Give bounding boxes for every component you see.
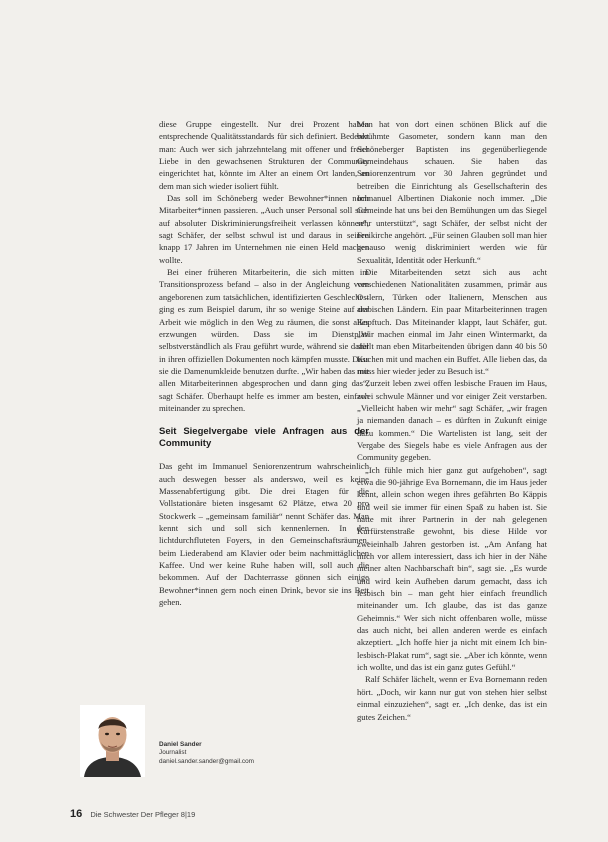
left-paragraph-4: Das geht im Immanuel Seniorenzentrum wahrscheinlich auch deswegen besser als anderswo, weil es keine Massenabfertigung gibt. Die drei Etagen für die Vollstationäre bieten insgesamt 62 Plätze, etwa 20 pro Stockwerk – „gemeinsam familiär“ nennt Schäfer das. Man kennt sich und soll sich kennenlernen. In den lichtdurchfluteten Foyers, in den Gemeinschaftsräumen, beim Liederabend am Klavier oder beim nachmittäglichen Kaffee. Und wer keine Ruhe haben will, soll auch die bekommen. Auf der Dachterrasse gönnen sich einige Bewohner*innen gern noch einen Drink, bevor sie ins Bett gehen.	[159, 461, 369, 608]
right-paragraph-4: „Ich fühle mich hier ganz gut aufgehoben“, sagt etwa die 90-jährige Eva Bornemann, die im Haus jeder kennt, allein schon wegen ihres gefährten Bo Käppis und weil sie immer für einen Spaß zu haben ist. Sie hatte mit ihrer Partnerin in der nah gelegenen Kurfürstenstraße gewohnt, bis diese Hilde vor zweieinhalb Jahren gestorben ist. „Am Anfang hat mich vor allem interessiert, dass ich hier in der Nähe meiner alten Nachbarschaft bin“, sagt sie. „Es wurde und wird kein Aufheben darum gemacht, dass ich lesbisch bin – man geht hier einfach freundlich miteinander um. Ich glaube, das ist das ganze Geheimnis.“ Wer sich nicht offenbaren wolle, müsse das auch nicht, bei allen anderen werde es einfach akzeptiert. „Ich hoffe hier ja nicht mit einem Ich bin-lesbisch-Plakat rum“, sagt sie. „Aber ich könnte, wenn ich wollte, und das ist ein ganz gutes Gefühl.“	[357, 464, 547, 673]
publication-name: Die Schwester Der Pfleger 8|19	[90, 810, 196, 819]
right-paragraph-2: Die Mitarbeitenden setzt sich aus acht verschiedenen Nationalitäten zusammen, primär aus Ostlern, Türken oder Italienern, Menschen aus arabischen Ländern. Ein paar Mitarbeiterinnen tragen Kopftuch. Das Miteinander klappt, laut Schäfer, gut. „Wir machen einmal im Jahr einen Wintermarkt, da stellt man eben Mitarbeitenden übrigen dann 40 bis 50 Kuchen mit und machen ein Buffet. Alle lieben das, da muss hier wieder jeder zu Besuch ist.“	[357, 267, 547, 376]
right-paragraph-1: Man hat von dort einen schönen Blick auf die berühmte Gasometer, sondern kann man den Schöneberger Baptisten ins gegenüberliegende Gemeindehaus schauen. Sie haben das Seniorenzentrum vor 30 Jahren gegründet und betreiben die Einrichtung als Gesellschafterin des Immanuel Albertinen Diakonie noch immer. „Die Gemeinde hat uns bei den Bemühungen um das Siegel sehr unterstützt“, sagt Schäfer, der selbst nicht der Freikirche angehört. „Für seinen Glauben soll man hier genauso wenig diskriminiert werden wie für Sexualität, Identität oder Herkunft.“	[357, 119, 547, 265]
page-footer	[70, 808, 195, 820]
right-column	[357, 118, 547, 723]
author-name: Daniel Sander	[159, 741, 202, 748]
author-portrait-icon	[80, 705, 145, 777]
author-email: daniel.sander.sander@gmail.com	[159, 757, 254, 765]
section-subheading: Seit Siegelvergabe viele Anfragen aus der Community	[159, 426, 369, 450]
left-paragraph-1: diese Gruppe eingestellt. Nur drei Prozent haben entsprechende Qualitätsstandards für sich definiert. Bedenkt man: Auch wer sich jahrzehntelang mit offener und freier Liebe in den gewachsenen Strukturen der Community eingerichtet hat, könnte im Alter an einem Ort landen, an dem man sich wieder isoliert fühlt.	[159, 119, 369, 191]
left-paragraph-3: Bei einer früheren Mitarbeiterin, die sich mitten im Transitionsprozess befand – also in der Angleichung vom angeborenen zum tatsächlichen, identifizierten Geschlecht – ging es zum Beispiel darum, ihr so wenige Steine auf der Arbeit wie möglich in den Weg zu räumen, die sonst alles erzwungen würden. Dass sie im Dienstplan selbstverständlich als Frau geführt wurde, während sie dafür in ihren offiziellen Dokumenten noch kämpfen musste. Dass sie die Damenumkleide benutzen durfte. „Wir haben das mit allen Mitarbeiterinnen abgesprochen und dann ging das“, sagt Schäfer. Überhaupt helfe es immer am besten, einfach miteinander zu sprechen.	[159, 267, 369, 413]
author-info	[159, 741, 254, 766]
page-number: 16	[70, 808, 83, 820]
left-column	[159, 118, 369, 608]
right-paragraph-3: Zurzeit leben zwei offen lesbische Frauen im Haus, zwei schwule Männer und vor einiger Zeit verstarben. „Vielleicht haben wir mehr“ sagt Schäfer, „wir fragen ja niemanden danach – es dürften in Zukunft einige dazu kommen.“ Die Wartelisten ist lang, seit der Vergabe des Siegels habe es viele Anfragen aus der Community gegeben.	[357, 378, 547, 463]
author-box	[80, 705, 254, 777]
left-paragraph-2: Das soll im Schöneberg weder Bewohner*innen noch Mitarbeiter*innen passieren. „Auch unser Personal soll sich auf absoluter Diskriminierungsfreiheit verlassen können“, sagt Schäfer, der selbst schwul ist und daraus in seinen knapp 17 Jahren im Unternehmen nie einen Held machen wollte.	[159, 193, 369, 265]
author-role: Journalist	[159, 749, 187, 757]
right-paragraph-5: Ralf Schäfer lächelt, wenn er Eva Bornemann reden hört. „Doch, wir kann nur gut von stehen hier selbst einmal einzuziehen“, sagt er. „Ich denke, das ist ein gutes Zeichen.“	[357, 674, 547, 722]
